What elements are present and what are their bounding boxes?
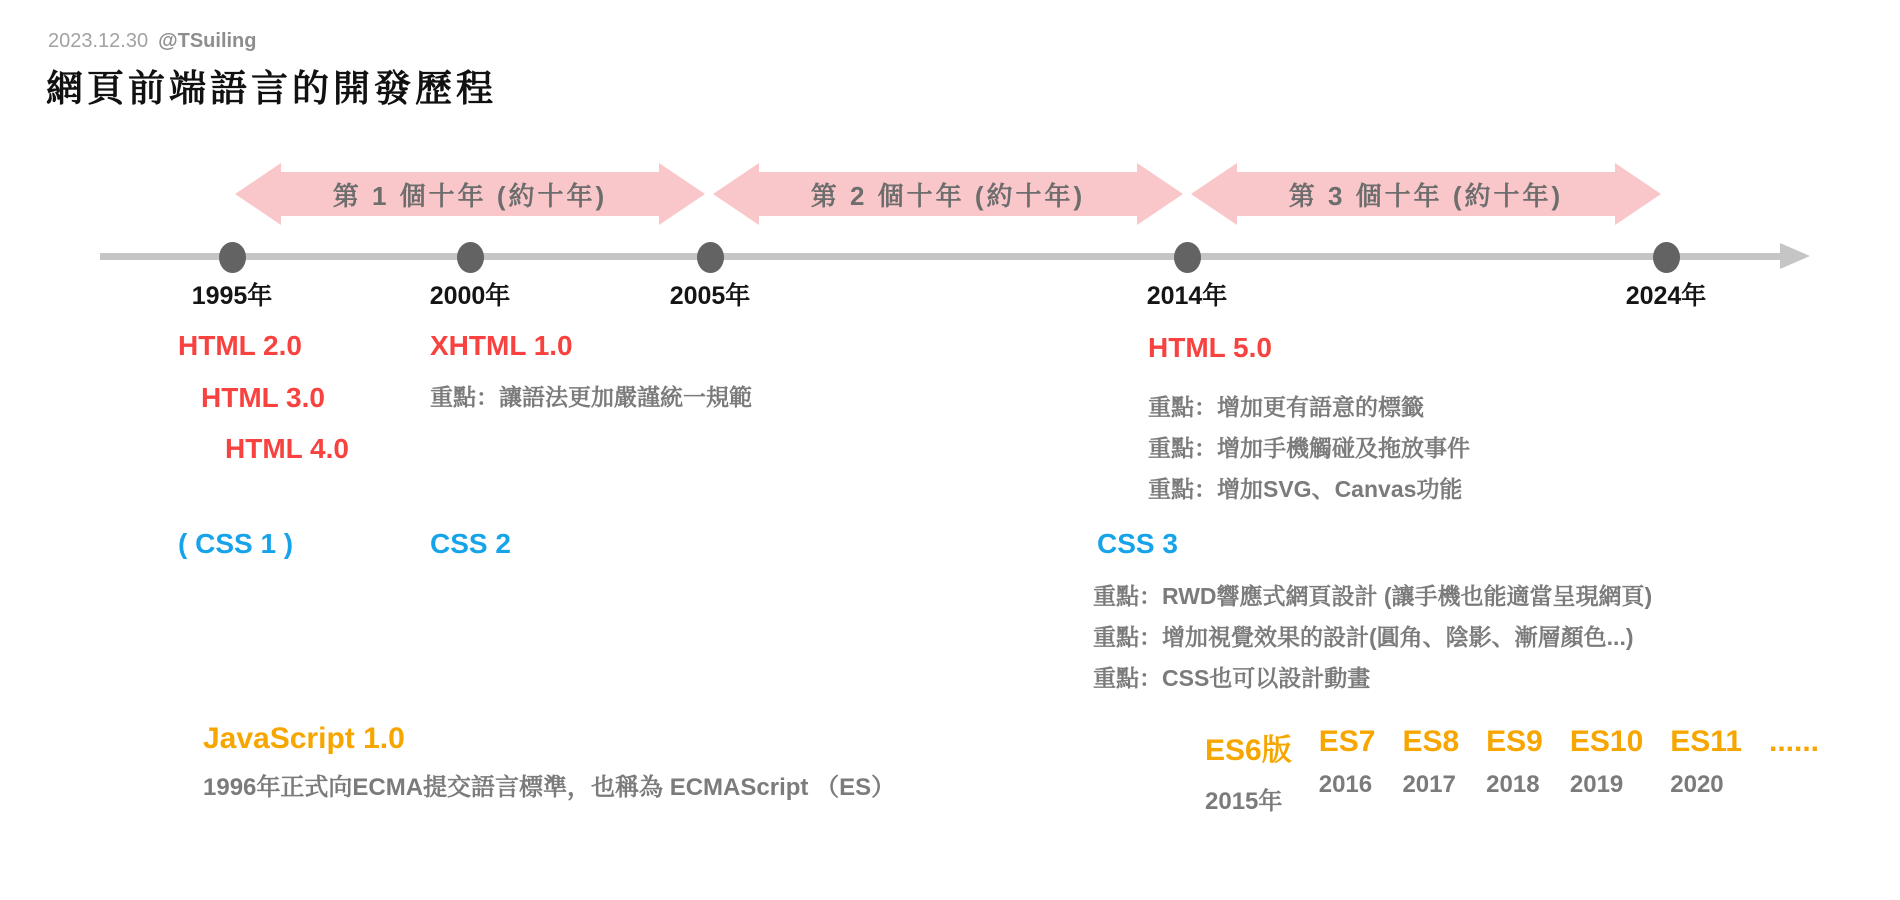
es-version-label: ES8 bbox=[1402, 725, 1460, 758]
decade-arrow-1 bbox=[235, 163, 705, 225]
es-version-label: ES6版 bbox=[1205, 734, 1292, 767]
html5-notes bbox=[1148, 387, 1470, 510]
es-version-column bbox=[1486, 725, 1543, 816]
year-label-2005: 2005年 bbox=[669, 282, 751, 310]
html5-note-line: 重點：增加手機觸碰及拖放事件 bbox=[1148, 435, 1470, 461]
es-version-label: ES9 bbox=[1486, 725, 1543, 758]
timeline-axis bbox=[100, 253, 1782, 260]
date-label: 2023.12.30 bbox=[48, 30, 149, 52]
es-version-label: ES10 bbox=[1569, 725, 1644, 758]
css3-note-line: 重點：CSS也可以設計動畫 bbox=[1093, 665, 1371, 691]
javascript-version-label: JavaScript 1.0 bbox=[203, 722, 405, 755]
xhtml-version-label: XHTML 1.0 bbox=[430, 330, 573, 361]
decade-arrow-label: 第 2 個十年 (約十年) bbox=[810, 180, 1086, 211]
arrow-right-head-icon bbox=[1137, 163, 1183, 225]
es-year-label: 2017 bbox=[1402, 771, 1456, 798]
year-label-1995: 1995年 bbox=[191, 282, 273, 310]
es-version-label: ...... bbox=[1769, 725, 1820, 758]
page-title: 網頁前端語言的開發歷程 bbox=[46, 68, 497, 109]
year-label-2024: 2024年 bbox=[1625, 282, 1707, 310]
timeline-dot-2000 bbox=[457, 242, 484, 273]
timeline-dot-2005 bbox=[697, 242, 724, 273]
css3-note-line: 重點：增加視覺效果的設計(圓角、陰影、漸層顏色...) bbox=[1093, 624, 1634, 650]
decade-arrow-label: 第 3 個十年 (約十年) bbox=[1288, 180, 1564, 211]
es-version-column bbox=[1570, 725, 1643, 816]
html2-version-label: HTML 2.0 bbox=[178, 330, 302, 361]
html3-version-label: HTML 3.0 bbox=[201, 382, 325, 413]
es-versions-row bbox=[1205, 725, 1819, 816]
year-label-2000: 2000年 bbox=[429, 282, 511, 310]
es-version-column bbox=[1670, 725, 1742, 816]
decade-arrow-label: 第 1 個十年 (約十年) bbox=[332, 180, 608, 211]
css3-notes bbox=[1093, 576, 1652, 699]
es-year-label: 2018 bbox=[1486, 771, 1540, 798]
author-handle: @TSuiling bbox=[158, 30, 257, 52]
css2-version-label: CSS 2 bbox=[430, 528, 511, 559]
html4-version-label: HTML 4.0 bbox=[225, 433, 349, 464]
timeline-arrowhead-icon bbox=[1780, 243, 1810, 269]
slide-meta bbox=[48, 30, 257, 53]
es-version-column bbox=[1205, 725, 1292, 816]
xhtml-note: 重點：讓語法更加嚴謹統一規範 bbox=[430, 384, 752, 410]
javascript-note: 1996年正式向ECMA提交語言標準，也稱為 ECMAScript （ES） bbox=[203, 774, 896, 801]
arrow-left-head-icon bbox=[235, 163, 281, 225]
decade-arrow-bar bbox=[280, 172, 660, 216]
timeline-dot-1995 bbox=[219, 242, 246, 273]
decade-arrow-2 bbox=[713, 163, 1183, 225]
css1-version-label: ( CSS 1 ) bbox=[178, 528, 294, 559]
arrow-right-head-icon bbox=[1615, 163, 1661, 225]
es-year-label: 2015年 bbox=[1205, 788, 1283, 815]
es-version-column bbox=[1769, 725, 1819, 816]
timeline-dot-2014 bbox=[1174, 242, 1201, 273]
es-version-label: ES11 bbox=[1670, 725, 1742, 758]
arrow-right-head-icon bbox=[659, 163, 705, 225]
es-year-label: 2016 bbox=[1318, 771, 1373, 798]
html5-note-line: 重點：增加SVG、Canvas功能 bbox=[1148, 476, 1463, 502]
es-year-label: 2020 bbox=[1670, 771, 1724, 798]
es-version-column bbox=[1402, 725, 1459, 816]
css3-version-label: CSS 3 bbox=[1097, 528, 1178, 559]
decade-arrow-3 bbox=[1191, 163, 1661, 225]
arrow-left-head-icon bbox=[713, 163, 759, 225]
decade-arrow-bar bbox=[1236, 172, 1616, 216]
es-version-label: ES7 bbox=[1318, 725, 1376, 758]
timeline-dot-2024 bbox=[1653, 242, 1680, 273]
es-version-column bbox=[1319, 725, 1376, 816]
arrow-left-head-icon bbox=[1191, 163, 1237, 225]
css3-note-line: 重點：RWD響應式網頁設計 (讓手機也能適當呈現網頁) bbox=[1093, 583, 1653, 609]
decade-arrow-bar bbox=[758, 172, 1138, 216]
html5-version-label: HTML 5.0 bbox=[1148, 332, 1272, 363]
html5-note-line: 重點：增加更有語意的標籤 bbox=[1148, 394, 1424, 420]
year-label-2014: 2014年 bbox=[1146, 282, 1228, 310]
es-year-label: 2019 bbox=[1569, 771, 1624, 798]
